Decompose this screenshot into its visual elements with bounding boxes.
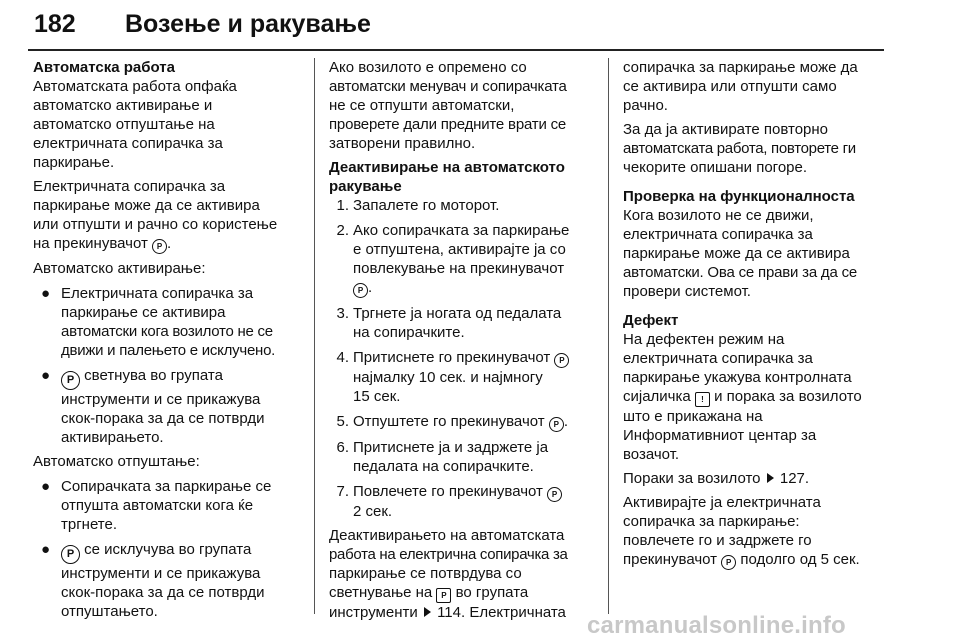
chapter-title: Возење и ракување <box>125 10 371 38</box>
text-line: паркирање може да се активира <box>33 197 260 214</box>
text-line: Електричната сопирачка за <box>61 285 254 302</box>
text-line: или отпушти и рачно со користење <box>33 216 278 233</box>
text-line: повлечете го и задржете го <box>623 532 812 549</box>
text-line: затворени правилно. <box>329 135 476 152</box>
step-number: 7. <box>336 483 349 500</box>
paragraph <box>623 206 893 301</box>
parking-brake-circle-icon: P <box>554 353 569 368</box>
text-line: на сопирачките. <box>353 324 465 341</box>
step-number: 1. <box>336 197 349 214</box>
text-line: што е прикажана на <box>623 408 763 425</box>
text-line: Запалете го моторот. <box>353 197 500 214</box>
text-line: Електричната сопирачка за <box>33 178 226 195</box>
step-number: 6. <box>336 439 349 456</box>
heading-line: ракување <box>329 178 402 195</box>
text-line <box>33 234 301 254</box>
parking-brake-circle-icon: P <box>61 371 80 390</box>
step-number: 4. <box>336 349 349 366</box>
text-line: Активирајте ја електричната <box>623 494 821 511</box>
bullet-item <box>33 477 301 534</box>
text-line <box>623 550 893 570</box>
step-number: 3. <box>336 305 349 322</box>
text-line <box>353 278 595 298</box>
text-run: Повлечете го прекинувачот <box>353 483 543 500</box>
text-run: Притиснете го прекинувачот <box>353 349 551 366</box>
section-heading: Проверка на функционалноста <box>623 188 855 205</box>
parking-brake-circle-icon: P <box>353 283 368 298</box>
text-line: Сопирачката за паркирање се <box>61 478 272 495</box>
parking-brake-circle-icon: P <box>549 417 564 432</box>
text-run: во групата <box>455 584 529 601</box>
text-line: активирањето. <box>61 429 164 446</box>
text-run: 127. <box>779 470 810 487</box>
parking-brake-warning-icon: ! <box>695 392 710 407</box>
bullet-item <box>33 540 301 621</box>
punctuation: . <box>563 413 568 430</box>
step-item <box>329 348 595 406</box>
text-line: повлекување на прекинувачот <box>353 260 565 277</box>
heading-line: Деактивирање на автоматското <box>329 159 565 176</box>
text-line: отпушта автоматски кога ќе <box>61 497 254 514</box>
text-line: електричната сопирачка за <box>623 226 813 243</box>
bullet-mark: ● <box>41 285 51 302</box>
paragraph <box>623 120 893 177</box>
paragraph <box>623 493 893 570</box>
text-line: најмалку 10 сек. и најмногу <box>353 369 543 386</box>
text-line: електричната сопирачка за <box>623 350 813 367</box>
text-line: отпуштањето. <box>61 603 158 620</box>
triangle-arrow-icon <box>424 607 431 617</box>
text-line: Ако возилото е опремено со <box>329 59 527 76</box>
text-run: прекинувачот <box>623 551 718 568</box>
punctuation: . <box>167 235 172 252</box>
text-line: паркирање се потврдува со <box>329 565 522 582</box>
text-line <box>353 482 595 502</box>
text-line: е отпуштена, активирајте ја со <box>353 241 566 258</box>
step-number: 2. <box>336 222 349 239</box>
text-line: сопирачка за паркирање може да <box>623 59 858 76</box>
text-line: рачно. <box>623 97 668 114</box>
subheading-label: Автоматско активирање: <box>33 260 206 277</box>
text-run: светнување на <box>329 584 433 601</box>
text-line: автоматски менувач и сопирачката <box>329 78 567 95</box>
page-number: 182 <box>34 10 76 38</box>
section-heading <box>329 158 595 196</box>
section-heading: Автоматска работа <box>33 59 175 76</box>
text-line <box>61 540 301 564</box>
text-run: инструменти <box>329 604 418 621</box>
paragraph <box>33 177 301 254</box>
watermark: carmanualsonline.info <box>587 612 846 639</box>
text-line: автоматско отпуштање на <box>33 116 215 133</box>
text-line: Автоматската работа опфаќа <box>33 78 237 95</box>
text-run: 114. Електричната <box>437 604 566 621</box>
text-line: провери системот. <box>623 283 751 300</box>
text-line: проверете дали предните врати се <box>329 116 567 133</box>
text-line: Кога возилото не се движи, <box>623 207 814 224</box>
text-line: паркирање укажува контролната <box>623 369 852 386</box>
step-item <box>329 438 595 476</box>
text-line: педалата на сопирачките. <box>353 458 534 475</box>
parking-brake-circle-icon: P <box>721 555 736 570</box>
paragraph <box>623 58 893 115</box>
page-header <box>28 0 928 52</box>
parking-brake-circle-icon: P <box>547 487 562 502</box>
text-line: автоматски. Ова се прави за да се <box>623 264 858 281</box>
text-line: За да ја активирате повторно <box>623 121 829 138</box>
column-2 <box>329 58 595 622</box>
paragraph <box>329 58 595 153</box>
text-line: електричната сопирачка за <box>33 135 223 152</box>
text-line: Ако сопирачката за паркирање <box>353 222 570 239</box>
text-line: паркирање може да се активира <box>623 245 850 262</box>
text-line <box>623 387 893 407</box>
column-divider-2 <box>608 58 609 614</box>
text-line: тргнете. <box>61 516 118 533</box>
text-line: скок-порака за да се потврди <box>61 410 265 427</box>
text-line: Информативниот центар за <box>623 427 817 444</box>
bullet-mark: ● <box>41 367 51 384</box>
paragraph <box>33 77 301 172</box>
text-line <box>353 348 595 368</box>
text-line: Деактивирањето на автоматската <box>329 527 565 544</box>
text-line: Притиснете ја и задржете ја <box>353 439 549 456</box>
paragraph <box>623 330 893 464</box>
text-line: не се отпушти автоматски, <box>329 97 515 114</box>
text-line: се активира или отпушти само <box>623 78 837 95</box>
text-line: скок-порака за да се потврди <box>61 584 265 601</box>
text-line <box>329 603 595 622</box>
bullet-item <box>33 366 301 447</box>
text-run: Пораки за возилото <box>623 470 761 487</box>
bullet-mark: ● <box>41 478 51 495</box>
text-line: автоматската работа, повторете ги <box>623 140 856 157</box>
column-3 <box>623 58 893 570</box>
subheading-label: Автоматско отпуштање: <box>33 453 200 470</box>
text-run: на прекинувачот <box>33 235 148 252</box>
text-line: автоматско активирање и <box>33 97 213 114</box>
punctuation: . <box>368 279 373 296</box>
column-1 <box>33 58 301 621</box>
text-line: сопирачка за паркирање: <box>623 513 800 530</box>
text-line: чекорите опишани погоре. <box>623 159 808 176</box>
text-line: работа на електрична сопирачка за <box>329 546 568 563</box>
text-line <box>61 366 301 390</box>
text-line <box>353 412 595 432</box>
text-line: 15 сек. <box>353 388 401 405</box>
text-run: и порака за возилото <box>714 388 862 405</box>
text-line: возачот. <box>623 446 680 463</box>
parking-brake-circle-icon: P <box>152 239 167 254</box>
step-item <box>329 196 595 215</box>
text-run: подолго од 5 сек. <box>740 551 860 568</box>
step-item <box>329 221 595 298</box>
text-line: инструменти и се прикажува <box>61 565 261 582</box>
text-run: светнува во групата <box>84 367 223 384</box>
step-item <box>329 482 595 521</box>
section-heading: Дефект <box>623 312 679 329</box>
text-line: инструменти и се прикажува <box>61 391 261 408</box>
text-run: се исклучува во групата <box>84 541 252 558</box>
step-item <box>329 304 595 342</box>
parking-brake-warning-icon: P <box>436 588 451 603</box>
text-line: паркирање. <box>33 154 115 171</box>
step-item <box>329 412 595 432</box>
text-line: автоматски кога возилото не се <box>61 323 273 340</box>
paragraph <box>329 526 595 622</box>
triangle-arrow-icon <box>767 473 774 483</box>
bullet-mark: ● <box>41 541 51 558</box>
text-line: 2 сек. <box>353 503 393 520</box>
text-line <box>623 469 893 488</box>
bullet-item <box>33 284 301 360</box>
text-run: сијаличка <box>623 388 691 405</box>
text-line: На дефектен режим на <box>623 331 785 348</box>
text-run: Отпуштете го прекинувачот <box>353 413 545 430</box>
text-line: Тргнете ја ногата од педалата <box>353 305 562 322</box>
column-divider-1 <box>314 58 315 614</box>
parking-brake-circle-icon: P <box>61 545 80 564</box>
header-rule <box>28 49 884 51</box>
text-line <box>329 583 595 603</box>
text-line: паркирање се активира <box>61 304 226 321</box>
step-number: 5. <box>336 413 349 430</box>
text-line: движи и палењето е исклучено. <box>61 342 276 359</box>
